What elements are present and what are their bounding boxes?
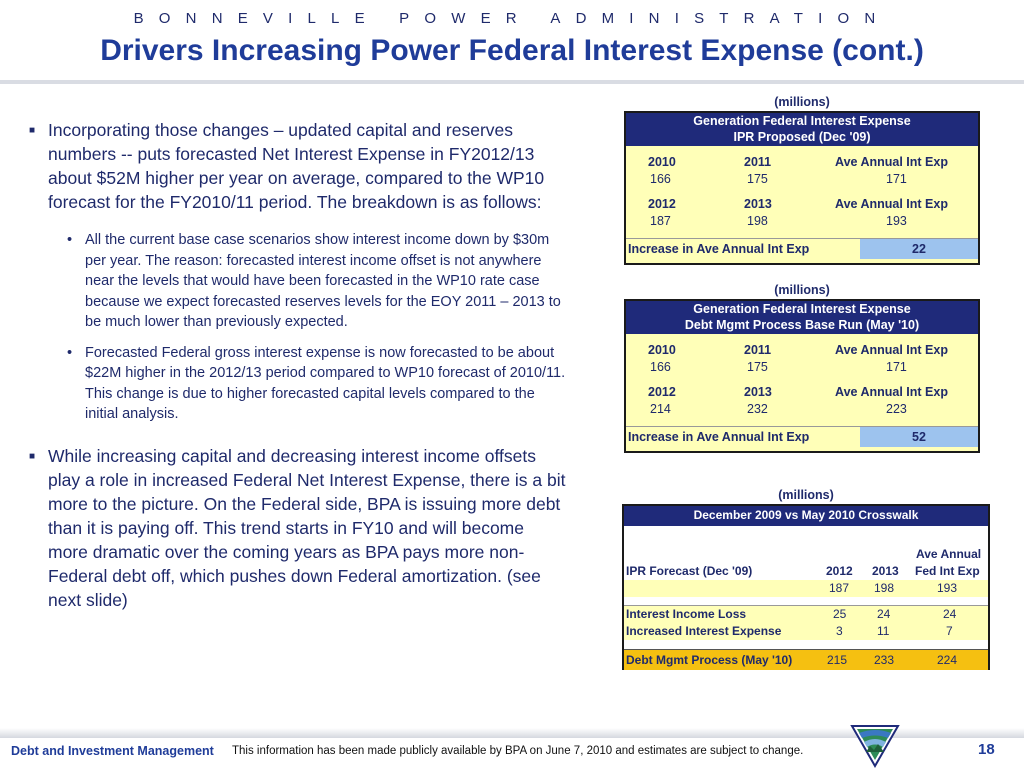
table1-header-row-1: 2010 2011 Ave Annual Int Exp [648, 155, 948, 169]
table3-title: December 2009 vs May 2010 Crosswalk [624, 506, 988, 526]
sub-bullet-1 [67, 230, 568, 333]
table2-value-row-2: 214 232 223 [650, 402, 907, 416]
dot-bullet-icon: • [67, 344, 73, 361]
sub-bullet-2-text: Forecasted Federal gross interest expense is now forecasted to be about $22M higher in the 2012/13 period compared to WP10 forecast of 2010/11. This change is due to higher forecasted capital levels compared to the initial analysis. [85, 344, 566, 422]
table3-caption: (millions) [778, 488, 834, 502]
page-number: 18 [978, 741, 995, 758]
table2-caption: (millions) [774, 283, 830, 297]
table3 [622, 504, 990, 670]
table1-header-row-2: 2012 2013 Ave Annual Int Exp [648, 197, 948, 211]
table1-subtitle: IPR Proposed (Dec '09) [733, 129, 871, 144]
table1-value-row-2: 187 198 193 [650, 214, 907, 228]
table1-header [626, 113, 978, 146]
table2-header-row-1: 2010 2011 Ave Annual Int Exp [648, 343, 948, 357]
table2-increase-value: 52 [860, 427, 978, 447]
table1-caption: (millions) [774, 95, 830, 109]
square-bullet-icon: ■ [29, 450, 36, 462]
table1-value-row-1: 166 175 171 [650, 172, 907, 186]
table3-col-header-1: Ave Annual [624, 546, 988, 563]
table2-increase-row [626, 426, 978, 447]
table2 [624, 299, 980, 453]
table3-row-interest-income-loss: Interest Income Loss 25 24 24 [624, 605, 988, 623]
sub-bullet-1-text: All the current base case scenarios show interest income down by $30m per year. The reason: forecasted interest income offset is not anywhere near the levels that would have been forecasted in the WP10 rate case because we expect forecasted reserves levels for the EOY 2011 – 2013 to be much lower than previously expected. [85, 232, 561, 330]
footer-department: Debt and Investment Management [11, 744, 214, 758]
table1-increase-label: Increase in Ave Annual Int Exp [628, 242, 810, 256]
table1 [624, 111, 980, 265]
bullet-2-text: While increasing capital and decreasing interest income offsets play a role in increased Federal Net Interest Expense, there is a bit more to the picture. On the Federal side, BPA is issuing more debt than it is paying off. This trend starts in FY10 and will become more dramatic over the coming years as BPA pays more non-Federal debt off, which pushes down Federal amortization. (see next slide) [48, 445, 566, 610]
square-bullet-icon: ■ [29, 125, 36, 136]
table2-header [626, 301, 978, 334]
table2-title: Generation Federal Interest Expense [693, 302, 911, 316]
bullet-1 [28, 118, 568, 214]
bullet-list [28, 118, 568, 612]
table3-ipr-values: 187 198 193 [624, 580, 988, 597]
bullet-2 [28, 444, 568, 612]
table2-increase-label: Increase in Ave Annual Int Exp [628, 430, 810, 444]
table3-row-increased-interest: Increased Interest Expense 3 11 7 [624, 623, 988, 640]
page-title: Drivers Increasing Power Federal Interest Expense (cont.) [100, 34, 924, 67]
table3-col-header-2: IPR Forecast (Dec '09) 2012 2013 Fed Int Exp [624, 563, 988, 580]
bpa-logo-icon [850, 724, 900, 768]
table2-value-row-1: 166 175 171 [650, 360, 907, 374]
table2-subtitle: Debt Mgmt Process Base Run (May '10) [684, 317, 920, 332]
table3-total-row: Debt Mgmt Process (May '10) 215 233 224 [624, 649, 988, 670]
header-divider [0, 80, 1024, 84]
table1-increase-row [626, 238, 978, 259]
org-name: BONNEVILLE POWER ADMINISTRATION [133, 10, 891, 27]
bullet-1-text: Incorporating those changes – updated capital and reserves numbers -- puts forecasted Net Interest Expense in FY2012/13 about $52M higher per year on average, compared to the WP10 forecast for the FY2010/11 period. The breakdown is as follows: [48, 120, 545, 212]
sub-bullet-2 [67, 343, 568, 425]
footer-disclaimer: This information has been made publicly available by BPA on June 7, 2010 and estimates are subject to change. [232, 745, 804, 757]
table1-title: Generation Federal Interest Expense [693, 114, 911, 128]
table2-header-row-2: 2012 2013 Ave Annual Int Exp [648, 385, 948, 399]
table1-increase-value: 22 [860, 239, 978, 259]
dot-bullet-icon: • [67, 232, 73, 248]
